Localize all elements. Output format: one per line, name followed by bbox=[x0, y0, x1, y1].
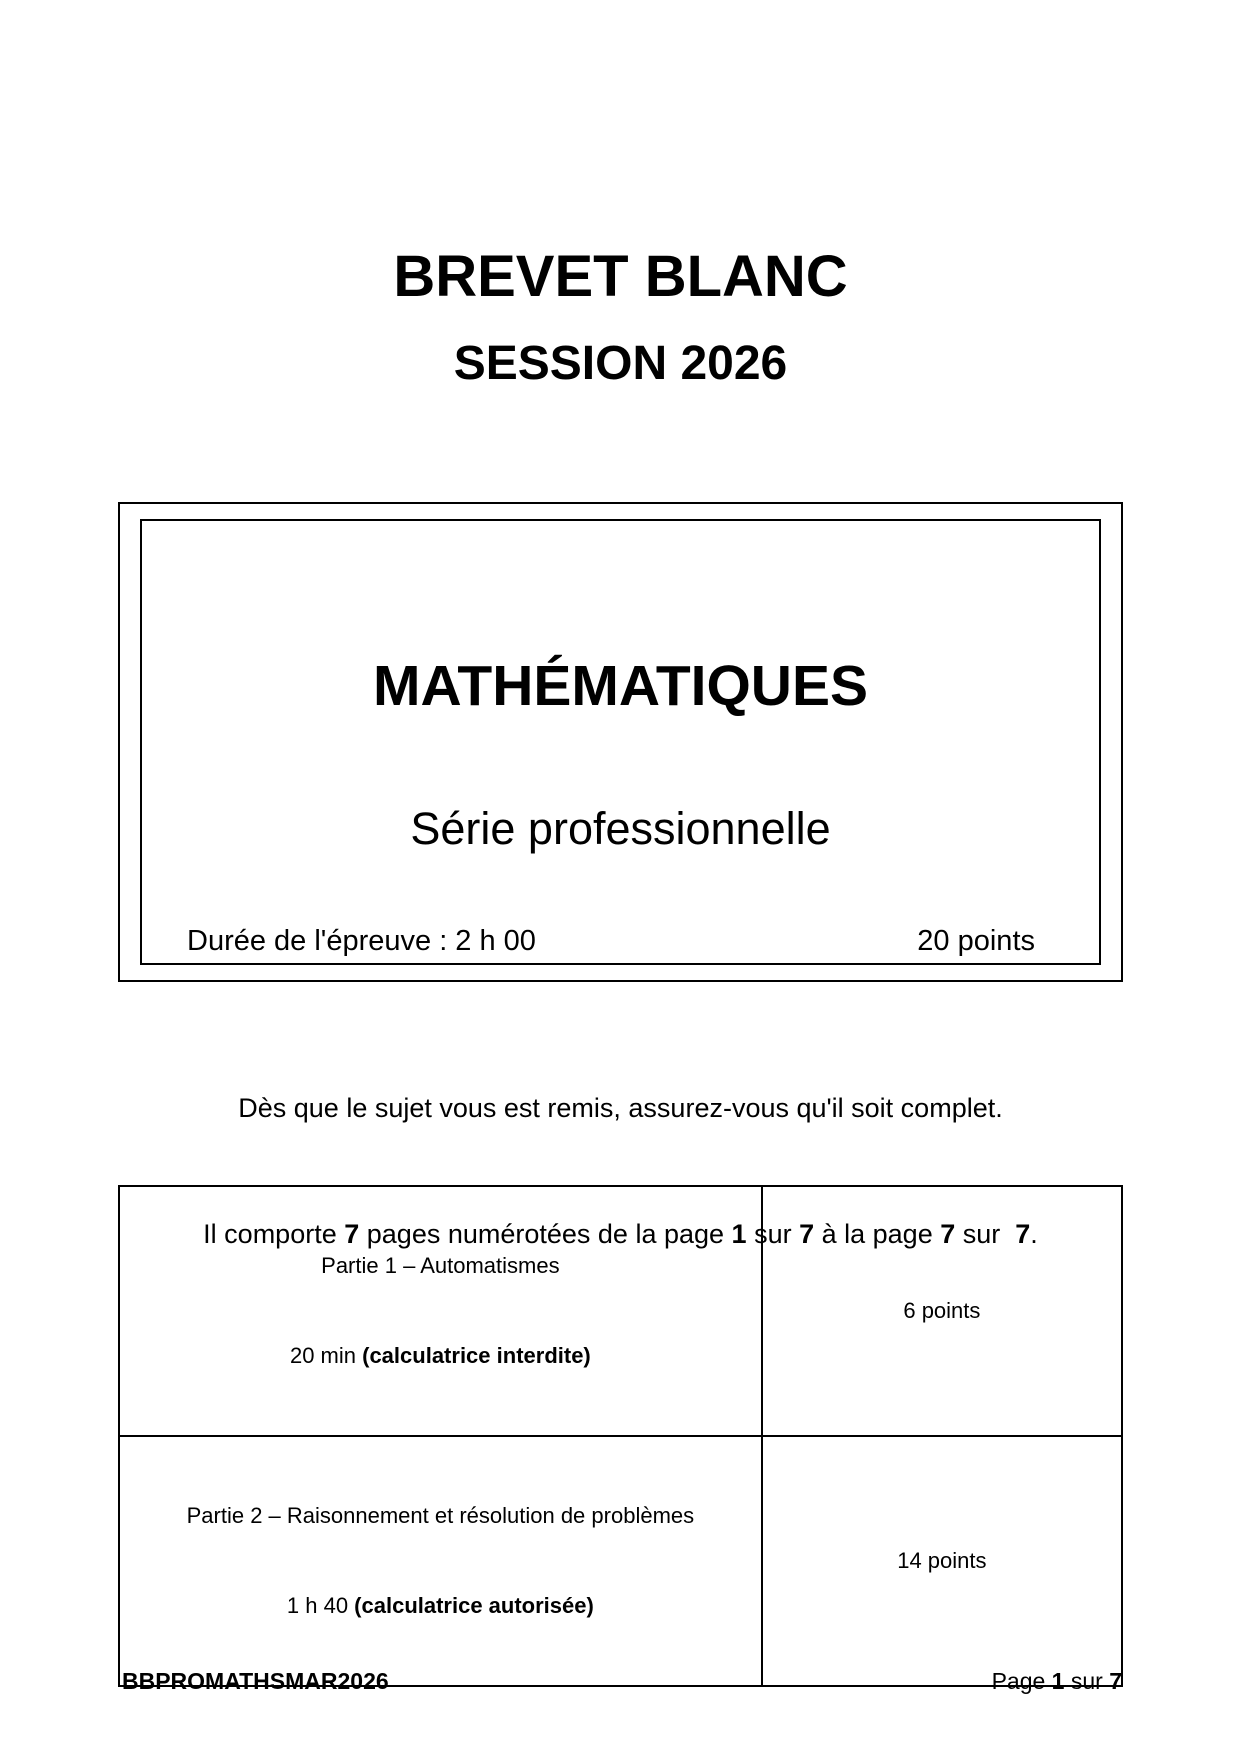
part-1-title: Partie 1 – Automatismes bbox=[321, 1253, 560, 1278]
part-2-points-cell: 14 points bbox=[762, 1436, 1122, 1686]
total-points-label: 20 points bbox=[917, 925, 1035, 957]
subject-title: MATHÉMATIQUES bbox=[372, 654, 869, 718]
page-footer bbox=[122, 1668, 1122, 1696]
part-1-points-cell: 6 points bbox=[762, 1186, 1122, 1436]
notice-line-1: Dès que le sujet vous est remis, assurez-vous qu'il soit complet. bbox=[238, 1093, 1003, 1123]
part-2-conditions: 1 h 40 (calculatrice autorisée) bbox=[286, 1593, 594, 1618]
document-code: BBPROMATHSMAR2026 bbox=[122, 1668, 389, 1694]
series-title: Série professionnelle bbox=[410, 803, 831, 854]
subject-box-inner bbox=[140, 519, 1101, 965]
duration-row bbox=[187, 927, 1035, 956]
notice-line-2: Il comporte 7 pages numérotées de la page 1 sur 7 à la page 7 sur 7. bbox=[203, 1219, 1038, 1249]
duration-label: Durée de l'épreuve : 2 h 00 bbox=[187, 925, 536, 957]
part-1-conditions: 20 min (calculatrice interdite) bbox=[289, 1343, 591, 1368]
part-2-title: Partie 2 – Raisonnement et résolution de problèmes bbox=[186, 1503, 695, 1528]
part-1-label-cell bbox=[119, 1186, 762, 1436]
subject-box-outer bbox=[118, 502, 1123, 982]
parts-table bbox=[118, 1185, 1123, 1687]
session-subtitle: SESSION 2026 bbox=[453, 337, 788, 390]
table-row-part-2 bbox=[119, 1436, 1122, 1686]
page-number: Page 1 sur 7 bbox=[991, 1668, 1122, 1694]
part-2-label-cell bbox=[119, 1436, 762, 1686]
main-title: BREVET BLANC bbox=[393, 244, 848, 309]
table-row-part-1 bbox=[119, 1186, 1122, 1436]
